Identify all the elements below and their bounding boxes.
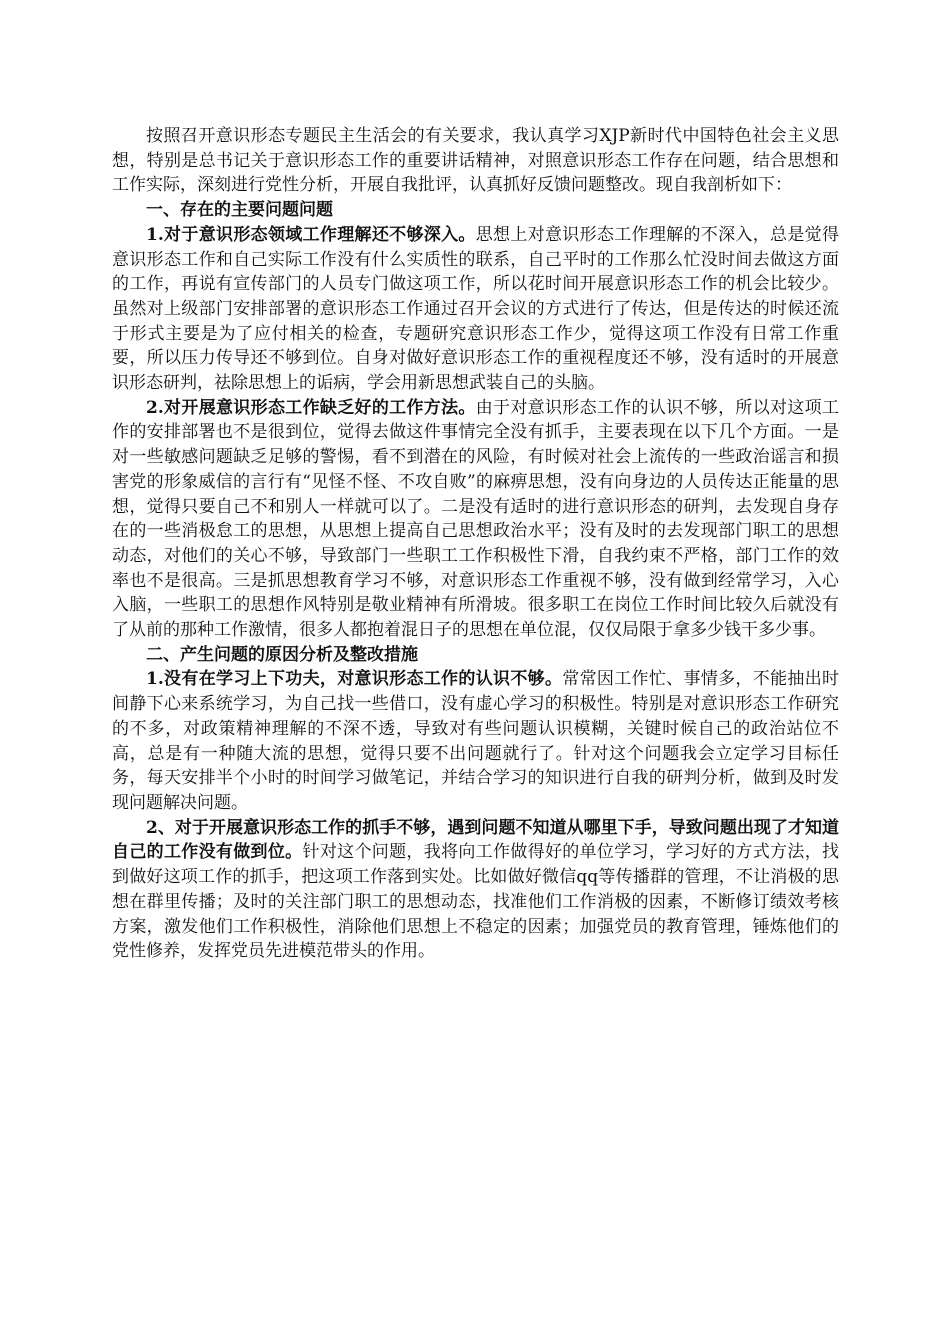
- section-1-paragraph-2: [112, 396, 839, 643]
- intro-paragraph: 按照召开意识形态专题民主生活会的有关要求，我认真学习XJP新时代中国特色社会主义思想，特别是总书记关于意识形态工作的重要讲话精神，对照意识形态工作存在问题，结合思想和工作实际，深刻进行党性分析，开展自我批评，认真抓好反馈问题整改。现自我剖析如下：: [112, 126, 839, 196]
- paragraph-lead: 1.没有在学习上下功夫，对意识形态工作的认识不够。: [146, 669, 563, 690]
- paragraph-lead: 2.对开展意识形态工作缺乏好的工作方法。: [146, 397, 476, 418]
- section-2-heading: 二、产生问题的原因分析及整改措施: [146, 644, 418, 665]
- paragraph-lead: 1.对于意识形态领域工作理解还不够深入。: [146, 224, 476, 245]
- section-2-paragraph-1: [112, 667, 839, 815]
- paragraph-body: 常常因工作忙、事情多，不能抽出时间静下心来系统学习，为自己找一些借口，没有虚心学习的积极性。特别是对意识形态工作研究的不多，对政策精神理解的不深不透，导致对有些问题认识模糊，关键时候自己的政治站位不高，总是有一种随大流的思想，觉得只要不出问题就行了。针对这个问题我会立定学习目标任务，每天安排半个小时的时间学习做笔记，并结合学习的知识进行自我的研判分析，做到及时发现问题解决问题。: [112, 669, 840, 813]
- paragraph-body: 由于对意识形态工作的认识不够，所以对这项工作的安排部署也不是很到位，觉得去做这件事情完全没有抓手，主要表现在以下几个方面。一是对一些敏感问题缺乏足够的警惕，看不到潜在的风险，有时候对社会上流传的一些政治谣言和损害党的形象威信的言行有“见怪不怪、不攻自败”的麻痹思想，没有向身边的人员传达正能量的思想，觉得只要自己不和别人一样就可以了。二是没有适时的进行意识形态的研判，去发现自身存在的一些消极怠工的思想，从思想上提高自己思想政治水平；没有及时的去发现部门职工的思想动态，对他们的关心不够，导致部门一些职工工作积极性下滑，自我约束不严格，部门工作的效率也不是很高。三是抓思想教育学习不够，对意识形态工作重视不够，没有做到经常学习，入心入脑，一些职工的思想作风特别是敬业精神有所滑坡。很多职工在岗位工作时间比较久后就没有了从前的那种工作激情，很多人都抱着混日子的思想在单位混，仅仅局限于拿多少钱干多少事。: [112, 397, 839, 641]
- section-2-paragraph-2: [112, 816, 839, 964]
- paragraph-body: 针对这个问题，我将向工作做得好的单位学习，学习好的方式方法，找到做好这项工作的抓手，把这项工作落到实处。比如做好微信qq等传播群的管理，不让消极的思想在群里传播；及时的关注部门职工的思想动态，找准他们工作消极的因素，不断修订绩效考核方案，激发他们工作积极性，消除他们思想上不稳定的因素；加强党员的教育管理，锤炼他们的党性修养，发挥党员先进模范带头的作用。: [112, 842, 840, 962]
- section-1-heading: 一、存在的主要问题问题: [146, 200, 333, 221]
- document-body: [112, 124, 839, 964]
- section-1-paragraph-1: [112, 223, 839, 396]
- paragraph-lead: 2、对于开展意识形态工作的抓手不够，遇到问题不知道从哪里下手，导致问题出现了才知道自己的工作没有做到位。: [112, 817, 839, 863]
- paragraph-body: 思想上对意识形态工作理解的不深入，总是觉得意识形态工作和自己实际工作没有什么实质性的联系，自己平时的工作那么忙没时间去做这方面的工作，再说有宣传部门的人员专门做这项工作，所以花时间开展意识形态工作的机会比较少。虽然对上级部门安排部署的意识形态工作通过召开会议的方式进行了传达，但是传达的时候还流于形式主要是为了应付相关的检查，专题研究意识形态工作少，觉得这项工作没有日常工作重要，所以压力传导还不够到位。自身对做好意识形态工作的重视程度还不够，没有适时的开展意识形态研判，祛除思想上的诟病，学会用新思想武装自己的头脑。: [112, 224, 839, 394]
